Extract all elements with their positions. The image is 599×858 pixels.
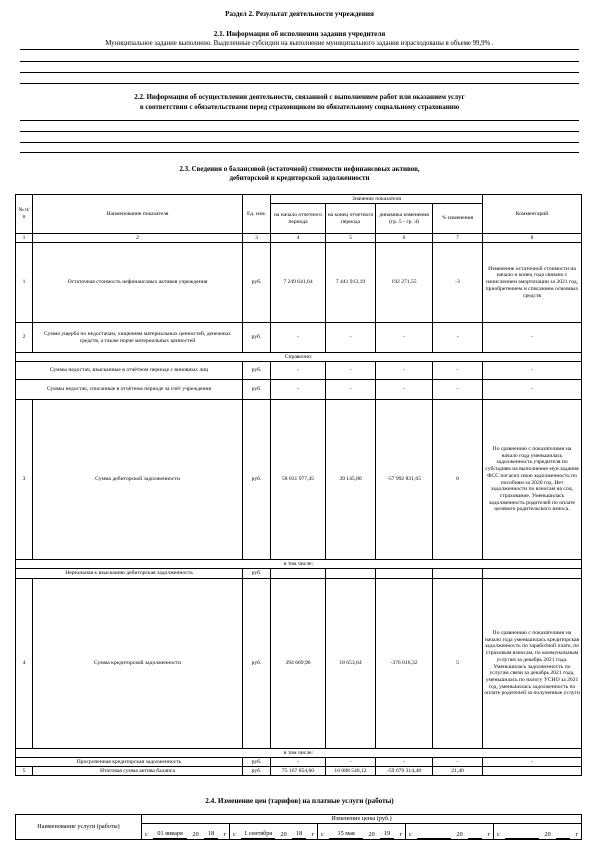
date-day: 1 сентября — [241, 830, 275, 838]
date-year-prefix: 20 — [544, 831, 551, 839]
table-row — [16, 767, 582, 776]
row-start: - — [271, 758, 326, 767]
row-name: Просроченная кредиторская задолженность — [16, 758, 243, 767]
table-row — [16, 380, 582, 400]
date-year-prefix: 20 — [192, 831, 199, 839]
date-day: 01 января — [153, 830, 187, 838]
price-date-cell — [230, 824, 318, 840]
service-name-header: Наименование услуги (работы) — [16, 815, 142, 840]
date-year: 18 — [292, 830, 306, 838]
date-year-prefix: 20 — [280, 831, 287, 839]
row-dynamics: -59 079 314,48 — [376, 767, 433, 776]
fill-line — [20, 83, 579, 84]
row-unit: руб. — [243, 767, 271, 776]
row-start: 75 167 854,60 — [271, 767, 326, 776]
price-date — [318, 825, 405, 839]
price-date — [406, 825, 493, 839]
row-num: 5 — [16, 767, 33, 776]
row-end: - — [326, 323, 376, 353]
date-day: 15 мая — [329, 830, 363, 838]
fill-line — [20, 142, 579, 143]
row-comment: Изменение остаточной стоимости на начало и конец года связано с начислением амортизации за 2021 год, приобретением и списанием основных средств — [483, 243, 582, 323]
section-2-2-title-line2: в соответствии с обязательствами перед страховщиком по обязательному социальному страхованию — [139, 103, 460, 111]
row-dynamics: -376 016,32 — [376, 579, 433, 749]
including-label: в том числе: — [16, 560, 582, 569]
prices-table — [15, 814, 582, 840]
row-comment: - — [483, 758, 582, 767]
row-unit: руб. — [243, 380, 271, 400]
section-2-4-title: 2.4. Изменение цен (тарифов) на платные услуги (работы) — [205, 797, 394, 805]
row-unit: руб. — [243, 243, 271, 323]
colnum: 1 — [16, 234, 33, 243]
row-end: - — [326, 758, 376, 767]
price-change-header: Изменение цены (руб.) — [142, 815, 582, 824]
colnum: 7 — [433, 234, 483, 243]
row-num: 3 — [16, 400, 33, 560]
row-start: - — [271, 323, 326, 353]
date-year-suffix: г — [399, 831, 402, 839]
price-date — [494, 825, 581, 839]
date-year-prefix: 20 — [456, 831, 463, 839]
row-dynamics — [376, 569, 433, 579]
row-num: 4 — [16, 579, 33, 749]
row-comment: - — [483, 323, 582, 353]
row-end: 18 653,64 — [326, 579, 376, 749]
table-row — [16, 323, 582, 353]
row-unit: руб. — [243, 400, 271, 560]
fill-line — [20, 131, 579, 132]
row-pct: 0 — [433, 400, 483, 560]
row-comment: По сравнению с показателями на начало года уменьшилась задолженность учредителя по субсидиям на выполнение мун.задания ФСС погасил свою задолженность по пособиям за 2020 год. Нет задолженности по взносам на соц. страхование. Уменьшилась задолженность родителей по оплате целевого родительского взноса. — [483, 400, 582, 560]
row-num: 2 — [16, 323, 33, 353]
row-dynamics: -57 992 831,65 — [376, 400, 433, 560]
colnum: 3 — [243, 234, 271, 243]
header-end: на конец отчетного периода — [326, 204, 376, 234]
colnum: 4 — [271, 234, 326, 243]
row-pct: - — [433, 380, 483, 400]
row-end: - — [326, 362, 376, 380]
section-2-1-text: Муниципальное задание выполнено. Выделенные субсидии на выполнение муниципального задания израсходованы в объеме 99,9% . — [105, 40, 494, 47]
row-unit: руб. — [243, 362, 271, 380]
row-end: 16 088 540,12 — [326, 767, 376, 776]
date-year — [468, 838, 482, 839]
row-name: Суммы недостач, взысканные в отчётном периоде с виновных лиц — [16, 362, 243, 380]
price-date-cell — [494, 824, 582, 840]
table-row — [16, 362, 582, 380]
header-comment: Комментарий — [483, 195, 582, 234]
header-unit: Ед. изм. — [243, 195, 271, 234]
balance-table — [15, 194, 582, 776]
section-title: Раздел 2. Результат деятельности учреждения — [225, 10, 374, 18]
row-name: Итоговая сумма актива баланса — [33, 767, 243, 776]
date-prefix: с — [145, 831, 148, 839]
row-pct: - — [433, 362, 483, 380]
row-end — [326, 569, 376, 579]
row-num: 1 — [16, 243, 33, 323]
row-dynamics: - — [376, 362, 433, 380]
including-label: в том числе: — [16, 749, 582, 758]
fill-line — [20, 120, 579, 121]
price-date-cell — [142, 824, 230, 840]
date-prefix: с — [409, 831, 412, 839]
row-name: Суммы недостач, списанные в отчётном периоде за счёт учреждения — [16, 380, 243, 400]
price-date-cell — [406, 824, 494, 840]
row-unit: руб. — [243, 758, 271, 767]
date-year-suffix: г — [223, 831, 226, 839]
colnum: 6 — [376, 234, 433, 243]
colnum: 8 — [483, 234, 582, 243]
row-name: Остаточная стоимость нефинансовых активов учреждения — [33, 243, 243, 323]
row-name: Нереальная к взысканию дебиторская задолженность — [16, 569, 243, 579]
table-row — [16, 569, 582, 579]
date-prefix: с — [497, 831, 500, 839]
row-end: 39 145,80 — [326, 400, 376, 560]
date-year: 19 — [380, 830, 394, 838]
row-name: Сумма дебиторской задолженности — [33, 400, 243, 560]
row-start: 394 669,96 — [271, 579, 326, 749]
header-dynamics: динамика изменения (гр. 5 - гр. 4) — [376, 204, 433, 234]
row-dynamics: - — [376, 323, 433, 353]
row-comment — [483, 569, 582, 579]
row-dynamics: - — [376, 758, 433, 767]
reference-label: Справочно: — [16, 353, 582, 362]
row-end: - — [326, 380, 376, 400]
row-comment: - — [483, 380, 582, 400]
date-year: 18 — [204, 830, 218, 838]
row-start — [271, 569, 326, 579]
row-comment: По сравнению с показателями на начало года уменьшилась кредиторская задолженность по заработной плате, по страховым взносам, по коммунальным услугам за декабрь 2021 года. Уменьшилась задолженность по услугам связи за декабрь 2021 года, уменьшилась по налогу УСНО за 2021 год, уменьшилась задолженность по оплате родителей за полученные услуги — [483, 579, 582, 749]
date-year-suffix: г — [311, 831, 314, 839]
date-prefix: с — [233, 831, 236, 839]
date-day — [417, 838, 451, 839]
row-comment: - — [483, 362, 582, 380]
row-name: Сумма кредиторской задолженности — [33, 579, 243, 749]
row-end: 7 441 913,19 — [326, 243, 376, 323]
section-2-3-title-line1: 2.3. Сведения о балансовой (остаточной) стоимости нефинансовых активов, — [179, 165, 420, 173]
date-year-prefix: 20 — [368, 831, 375, 839]
price-date — [142, 825, 229, 839]
row-unit: руб. — [243, 569, 271, 579]
table-row — [16, 579, 582, 749]
date-day — [505, 838, 539, 839]
row-unit: руб. — [243, 323, 271, 353]
colnum: 2 — [33, 234, 243, 243]
row-start: - — [271, 362, 326, 380]
date-prefix: с — [321, 831, 324, 839]
row-start: - — [271, 380, 326, 400]
row-pct: - — [433, 323, 483, 353]
row-pct: 5 — [433, 579, 483, 749]
section-2-1-title: 2.1. Информация об исполнении задания учредителя — [213, 30, 386, 38]
fill-line — [20, 152, 579, 153]
colnum: 5 — [326, 234, 376, 243]
row-pct: 21,40 — [433, 767, 483, 776]
row-pct: -3 — [433, 243, 483, 323]
section-2-3-title-line2: дебиторской и кредиторской задолженности — [229, 174, 370, 182]
row-pct — [433, 569, 483, 579]
row-start: 58 031 977,45 — [271, 400, 326, 560]
header-num: № п/п — [16, 195, 33, 234]
date-year — [556, 838, 570, 839]
header-value-group: Значение показателя — [271, 195, 483, 204]
row-pct: - — [433, 758, 483, 767]
fill-line — [20, 61, 579, 62]
table-row — [16, 758, 582, 767]
row-dynamics: 192 271,55 — [376, 243, 433, 323]
date-year-suffix: г — [487, 831, 490, 839]
date-year-suffix: г — [575, 831, 579, 839]
row-unit: руб. — [243, 579, 271, 749]
row-start: 7 249 641,64 — [271, 243, 326, 323]
header-start: на начало отчетного периода — [271, 204, 326, 234]
header-name: Наименование показателя — [33, 195, 243, 234]
row-comment — [483, 767, 582, 776]
price-date-cell — [318, 824, 406, 840]
fill-line — [20, 72, 579, 73]
table-row — [16, 243, 582, 323]
row-name: Сумма ущерба по недостачам, хищениям материальных ценностей, денежных средств, а также порче материальных ценностей — [33, 323, 243, 353]
fill-line — [20, 49, 579, 50]
section-2-2-title-line1: 2.2. Информация об осуществлении деятельности, связанной с выполнением работ или оказанием услуг — [134, 93, 465, 101]
price-date — [230, 825, 317, 839]
table-row — [16, 400, 582, 560]
row-dynamics: - — [376, 380, 433, 400]
header-pct: % изменения — [433, 204, 483, 234]
